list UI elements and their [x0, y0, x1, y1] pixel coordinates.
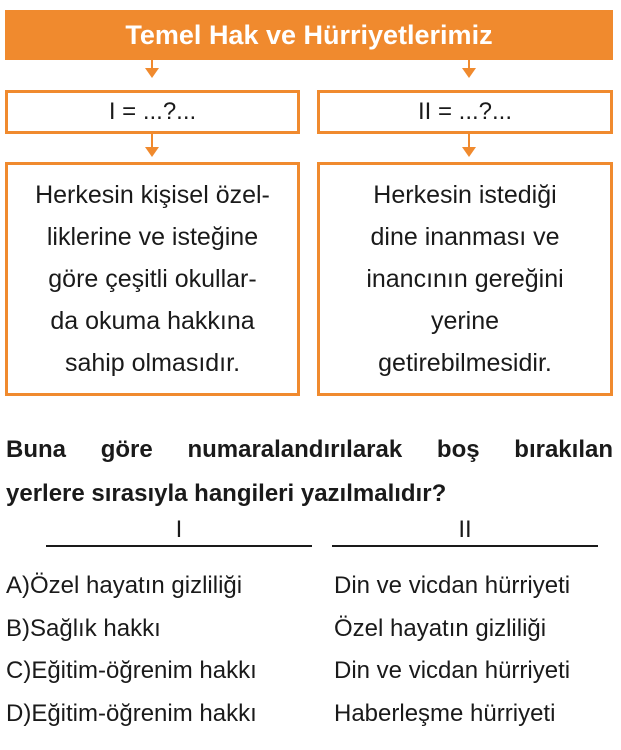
option-d-ii: Haberleşme hürriyeti	[334, 700, 556, 727]
column-header-i: I	[175, 516, 183, 543]
description-box-ii	[317, 162, 613, 396]
description-line: da okuma hakkına	[50, 307, 255, 335]
question-line-1: Buna göre numaralandırılarak boş bırakılan	[6, 436, 613, 463]
option-text: Sağlık hakkı	[30, 615, 161, 642]
option-letter: B)	[6, 615, 30, 642]
question-text	[6, 428, 613, 516]
option-text: Özel hayatın gizliliği	[30, 572, 243, 599]
description-line: dine inanması ve	[370, 223, 560, 251]
option-text: Eğitim-öğrenim hakkı	[31, 657, 257, 684]
arrow-down-icon	[462, 60, 476, 78]
question-line-2: yerlere sırasıyla hangileri yazılmalıdır?	[6, 480, 447, 507]
description-line: göre çeşitli okullar-	[48, 265, 257, 293]
title-banner	[5, 10, 613, 60]
option-b-ii: Özel hayatın gizliliği	[334, 615, 547, 642]
description-line: getirebilmesidir.	[378, 349, 552, 377]
option-letter: A)	[6, 572, 30, 599]
option-text: Eğitim-öğrenim hakkı	[31, 700, 257, 727]
description-line: yerine	[430, 307, 500, 335]
option-c-i[interactable]	[6, 657, 257, 685]
blank-label-i-text: I = ...?...	[108, 98, 197, 125]
column-rule-i	[46, 545, 312, 547]
option-letter: D)	[6, 700, 32, 727]
blank-label-ii-text: II = ...?...	[417, 98, 513, 125]
description-line: inancının gereğini	[366, 265, 564, 293]
description-line: Herkesin kişisel özel-	[35, 181, 270, 209]
blank-label-i	[5, 90, 300, 134]
arrow-down-icon	[462, 134, 476, 158]
blank-label-ii	[317, 90, 613, 134]
option-c-ii: Din ve vicdan hürriyeti	[334, 657, 571, 684]
description-line: liklerine ve isteğine	[46, 223, 259, 251]
arrow-down-icon	[145, 134, 159, 158]
arrow-down-icon	[145, 60, 159, 78]
column-rule-ii	[332, 545, 598, 547]
description-line: sahip olmasıdır.	[64, 349, 241, 377]
description-line: Herkesin istediği	[373, 181, 557, 209]
option-a-ii: Din ve vicdan hürriyeti	[334, 572, 571, 599]
option-b-i[interactable]	[6, 615, 161, 643]
option-letter: C)	[6, 657, 32, 684]
banner-title: Temel Hak ve Hürriyetlerimiz	[125, 19, 493, 50]
option-a-i[interactable]	[6, 572, 242, 600]
description-box-i	[5, 162, 300, 396]
column-header-ii: II	[458, 516, 472, 543]
option-d-i[interactable]	[6, 700, 257, 728]
